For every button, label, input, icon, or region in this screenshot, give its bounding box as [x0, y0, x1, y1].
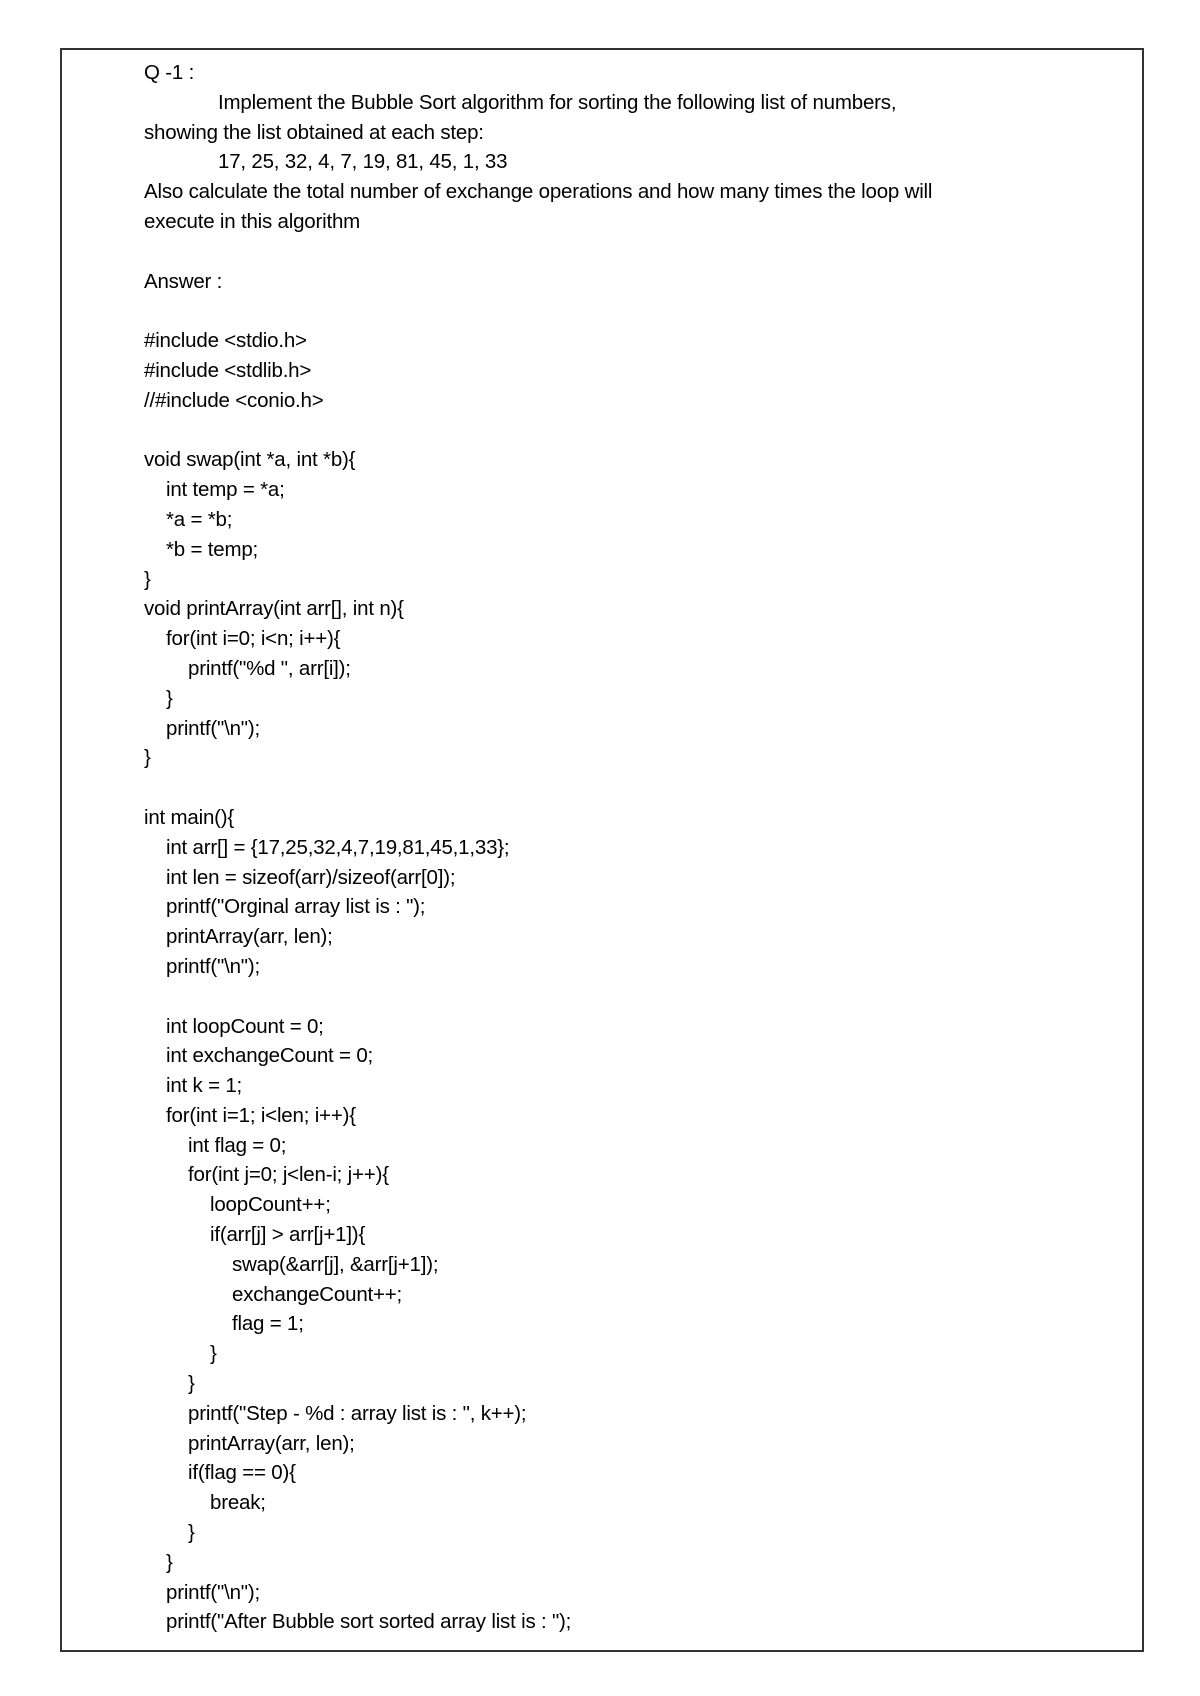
code-line: printf("%d ", arr[i]);: [188, 656, 351, 680]
code-line: }: [144, 567, 151, 591]
code-line: int k = 1;: [166, 1074, 243, 1098]
code-line: break;: [210, 1491, 266, 1515]
code-line: int temp = *a;: [166, 478, 285, 502]
code-line: exchangeCount++;: [232, 1282, 403, 1306]
code-line: printArray(arr, len);: [188, 1431, 355, 1455]
code-line: }: [144, 746, 151, 770]
code-line: printf("Orginal array list is : ");: [166, 895, 426, 919]
code-line: int len = sizeof(arr)/sizeof(arr[0]);: [166, 865, 456, 889]
question-prompt-line1: Implement the Bubble Sort algorithm for sorting the following list of numbers,: [218, 90, 897, 114]
code-line: #include <stdio.h>: [144, 329, 307, 353]
code-line: printf("\n");: [166, 1580, 260, 1604]
answer-label: Answer :: [144, 269, 223, 293]
code-line: }: [166, 686, 173, 710]
question-label: Q -1 :: [144, 61, 195, 84]
code-line: int exchangeCount = 0;: [166, 1044, 374, 1068]
code-line: printf("\n");: [166, 954, 260, 978]
code-line: }: [188, 1372, 195, 1396]
code-line: printf("After Bubble sort sorted array list is : ");: [166, 1610, 572, 1634]
code-line: [144, 416, 1044, 446]
number-list: 17, 25, 32, 4, 7, 19, 81, 45, 1, 33: [218, 150, 508, 174]
document-body: [144, 58, 1044, 1637]
code-line: swap(&arr[j], &arr[j+1]);: [232, 1252, 439, 1276]
code-line: if(arr[j] > arr[j+1]){: [210, 1223, 366, 1247]
code-line: #include <stdlib.h>: [144, 358, 312, 382]
code-line: for(int j=0; j<len-i; j++){: [188, 1163, 389, 1187]
code-line: *b = temp;: [166, 537, 259, 561]
code-line: //#include <conio.h>: [144, 388, 324, 412]
spacer: [144, 296, 1044, 326]
code-line: [144, 982, 1044, 1012]
code-line: if(flag == 0){: [188, 1461, 296, 1485]
code-line: loopCount++;: [210, 1193, 331, 1217]
question-followup-line1: Also calculate the total number of exchange operations and how many times the loop will: [144, 180, 933, 204]
question-followup-line2: execute in this algorithm: [144, 209, 361, 233]
code-line: void printArray(int arr[], int n){: [144, 597, 404, 621]
code-line: }: [210, 1342, 217, 1366]
code-line: printf("\n");: [166, 716, 260, 740]
code-line: int arr[] = {17,25,32,4,7,19,81,45,1,33};: [166, 835, 510, 859]
spacer: [144, 237, 1044, 267]
code-line: int main(){: [144, 805, 235, 829]
code-line: printf("Step - %d : array list is : ", k++);: [188, 1401, 527, 1425]
code-line: }: [188, 1521, 195, 1545]
code-line: int loopCount = 0;: [166, 1014, 324, 1038]
code-line: int flag = 0;: [188, 1133, 287, 1157]
code-line: }: [166, 1550, 173, 1574]
code-line: flag = 1;: [232, 1312, 304, 1336]
code-line: for(int i=0; i<n; i++){: [166, 627, 341, 651]
code-line: *a = *b;: [166, 507, 233, 531]
code-line: printArray(arr, len);: [166, 925, 333, 949]
code-line: void swap(int *a, int *b){: [144, 448, 356, 472]
code-line: for(int i=1; i<len; i++){: [166, 1103, 356, 1127]
code-line: [144, 773, 1044, 803]
code-block: [144, 326, 1044, 1637]
question-prompt-line2: showing the list obtained at each step:: [144, 120, 484, 144]
